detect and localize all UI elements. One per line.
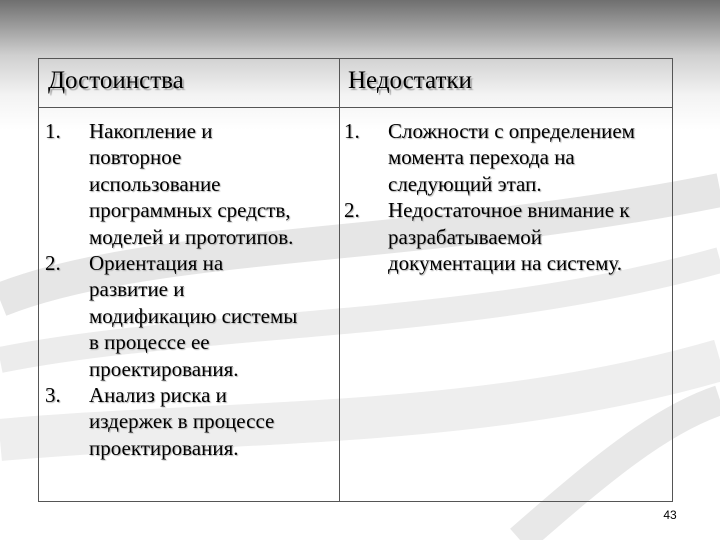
list-item <box>344 118 672 197</box>
disadvantages-header: Недостатки <box>348 67 472 94</box>
list-item <box>45 118 337 250</box>
item-number: 2. <box>45 251 61 276</box>
item-text: Недостаточное внимание к разрабатываемой документации на систему. <box>388 198 630 276</box>
item-text: Анализ риска и издержек в процессе проектирования. <box>89 383 275 460</box>
page-number: 43 <box>663 508 677 522</box>
list-item <box>45 382 337 461</box>
item-text: Ориентация на развитие и модификацию системы в процессе ее проектирования. <box>89 251 298 381</box>
item-number: 2. <box>344 198 360 223</box>
list-item <box>45 250 337 382</box>
item-text: Сложности с определением момента перехода на следующий этап. <box>388 119 635 196</box>
column-divider <box>339 59 340 501</box>
item-number: 3. <box>45 383 61 408</box>
comparison-table <box>38 58 673 502</box>
disadvantages-list <box>344 118 672 276</box>
advantages-header: Достоинства <box>48 67 184 94</box>
advantages-list <box>45 118 337 461</box>
item-text: Накопление и повторное использование программных средств, моделей и прототипов. <box>89 119 294 249</box>
list-item <box>344 197 672 276</box>
item-number: 1. <box>344 119 360 143</box>
item-number: 1. <box>45 119 61 143</box>
header-divider <box>39 107 672 108</box>
